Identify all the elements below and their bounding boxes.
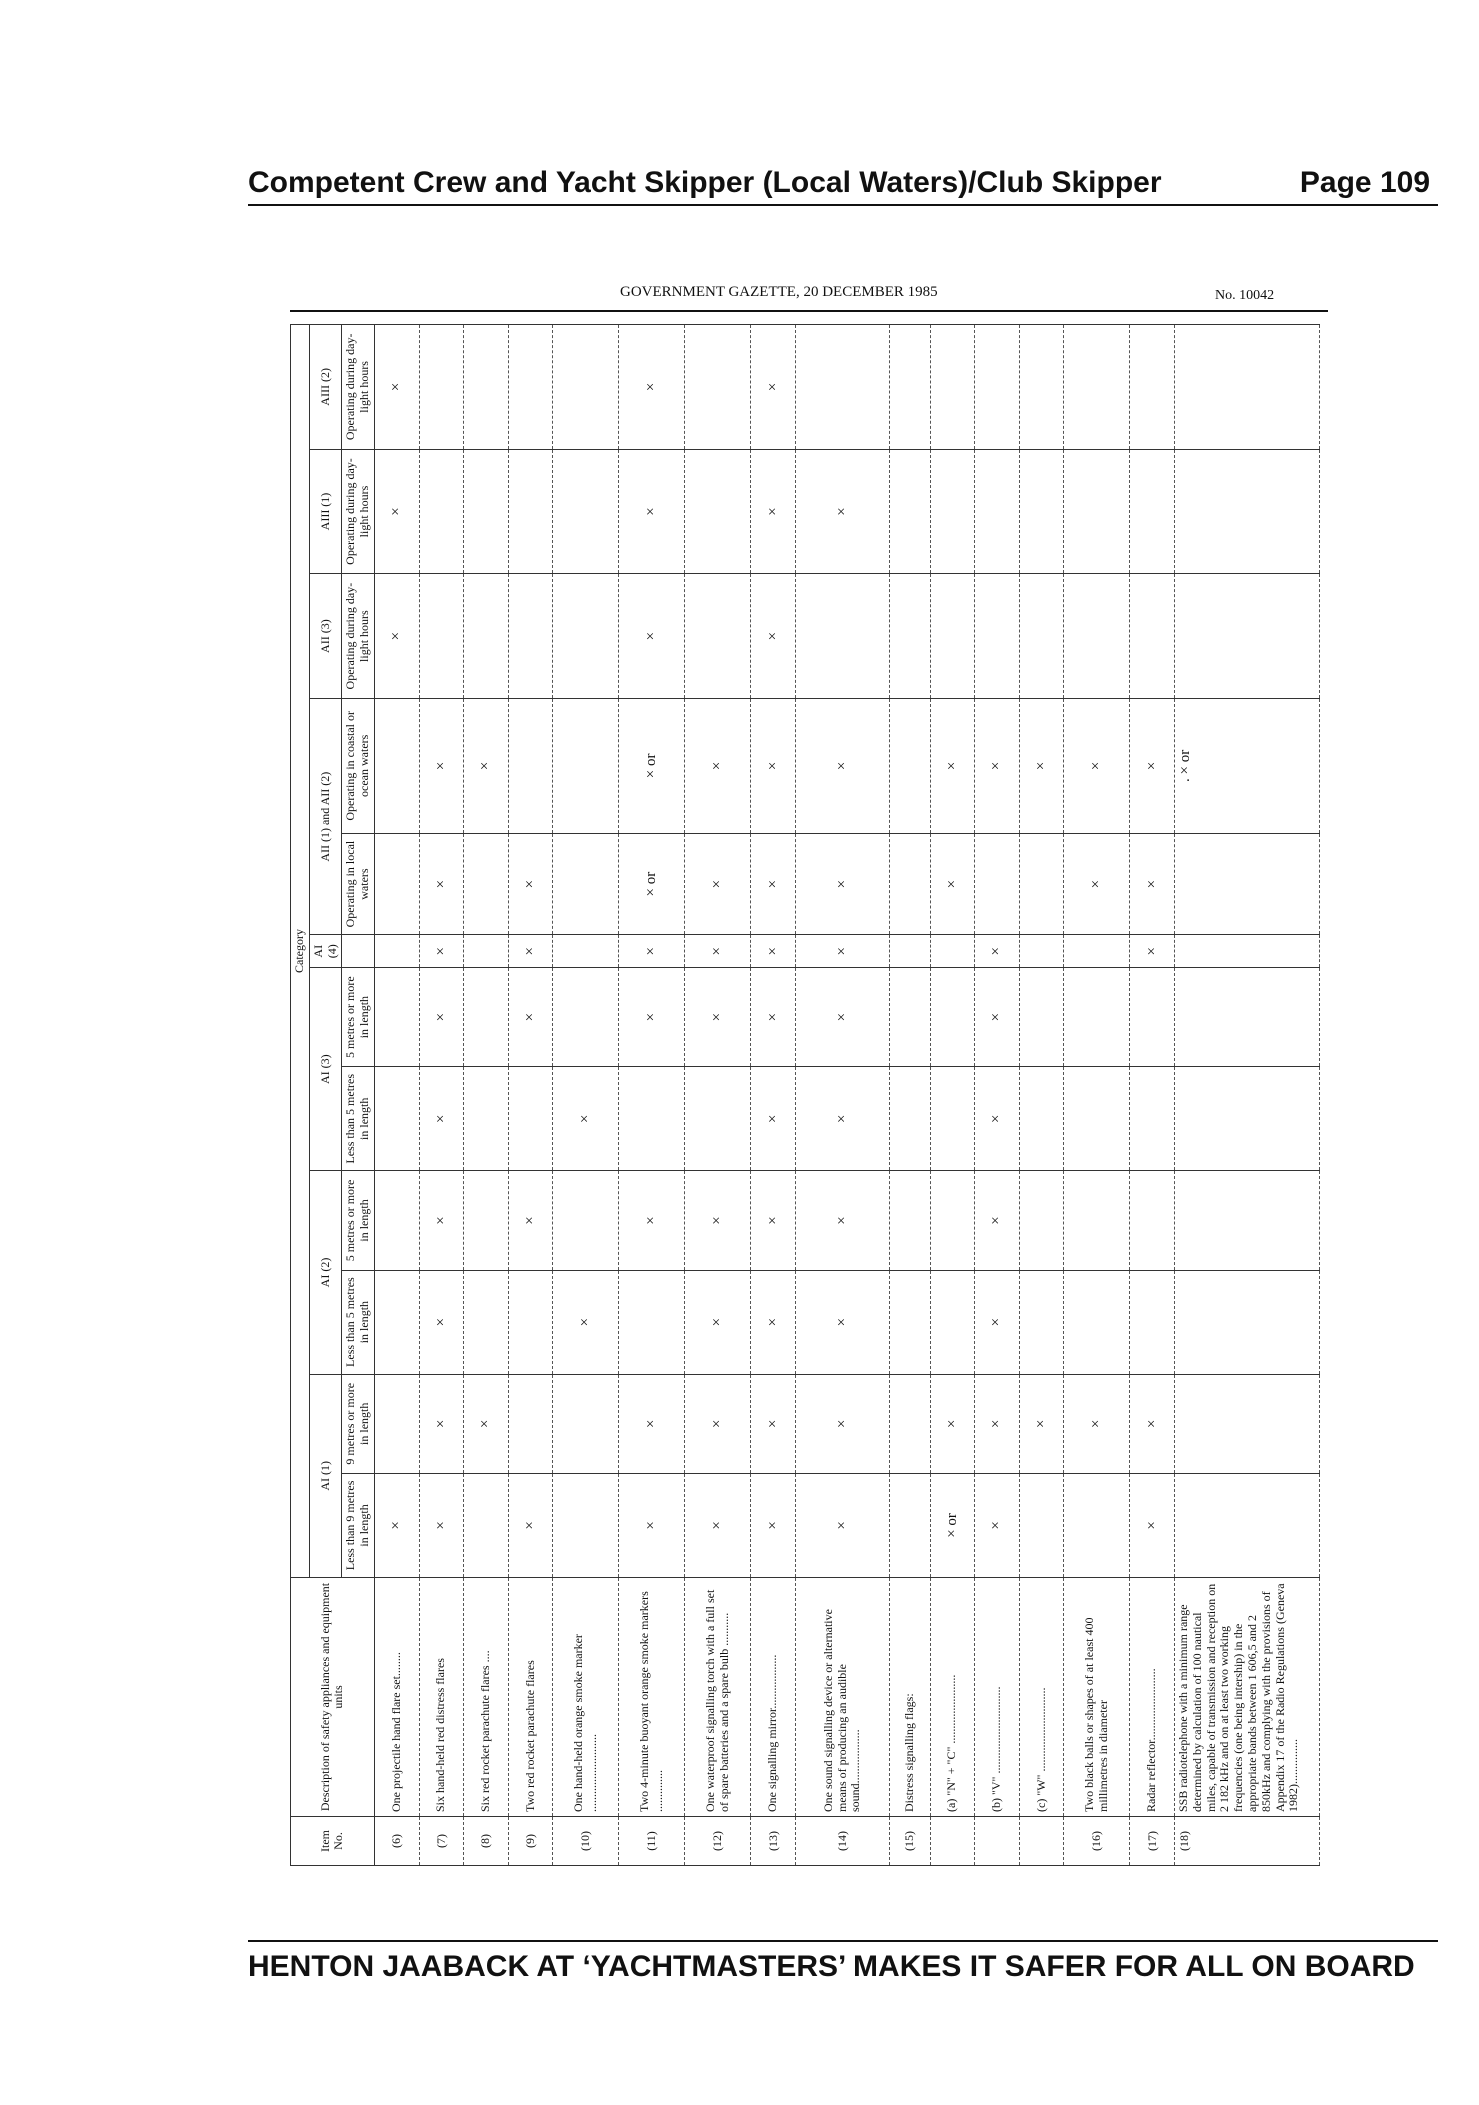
table-row (1064, 325, 1130, 1866)
item-description: One sound signalling device or alternative means of producing an audible sound.................. (796, 1578, 890, 1817)
requirement-mark (930, 449, 975, 574)
rotated-table-wrapper (290, 324, 1320, 1866)
table-row (890, 325, 931, 1866)
requirement-mark: × (796, 968, 890, 1067)
requirement-mark (464, 1067, 509, 1171)
subcolumn-header: Operating during day-light hours (342, 325, 375, 450)
requirement-mark (1064, 449, 1130, 574)
requirement-mark (508, 325, 553, 450)
requirement-mark (796, 325, 890, 450)
requirement-mark (796, 574, 890, 699)
requirement-mark: × (975, 1270, 1020, 1374)
requirement-mark (1019, 574, 1064, 699)
item-description: Two 4-minute buoyant orange smoke markers .............. (619, 1578, 685, 1817)
requirement-mark (890, 1171, 931, 1270)
requirement-mark: × (419, 935, 464, 968)
requirement-mark (464, 574, 509, 699)
requirement-mark (464, 935, 509, 968)
requirement-mark: × (685, 1374, 751, 1473)
requirement-mark (1064, 1171, 1130, 1270)
requirement-mark: × (796, 1270, 890, 1374)
requirement-mark: × (464, 1374, 509, 1473)
table-row (553, 325, 619, 1866)
subcolumn-header: 5 metres or more in length (342, 1171, 375, 1270)
requirement-mark: × (374, 449, 419, 574)
requirement-mark (1130, 449, 1175, 574)
requirement-mark: × (930, 833, 975, 935)
requirement-mark: × (751, 968, 796, 1067)
requirement-mark (975, 574, 1020, 699)
requirement-mark (508, 698, 553, 833)
group-header: AI (4) (309, 935, 342, 968)
item-description: Distress signalling flags: (890, 1578, 931, 1817)
requirement-mark: × (619, 935, 685, 968)
requirement-mark (1064, 935, 1130, 968)
item-description: One hand-held orange smoke marker .......................... (553, 1578, 619, 1817)
requirement-mark: × (508, 833, 553, 935)
requirement-mark (553, 935, 619, 968)
requirement-mark (975, 325, 1020, 450)
requirement-mark: × (751, 833, 796, 935)
requirement-mark (619, 1067, 685, 1171)
requirement-mark (1130, 1067, 1175, 1171)
requirement-mark: × (1130, 935, 1175, 968)
requirement-mark (553, 325, 619, 450)
requirement-mark (890, 1270, 931, 1374)
requirement-mark (374, 1171, 419, 1270)
requirement-mark (685, 574, 751, 699)
requirement-mark (464, 1270, 509, 1374)
item-number: (18) (1175, 1817, 1320, 1866)
item-number: (16) (1064, 1817, 1130, 1866)
requirement-mark (419, 449, 464, 574)
table-row (464, 325, 509, 1866)
requirement-mark (1130, 574, 1175, 699)
item-description: Two black balls or shapes of at least 400 millimetres in diameter (1064, 1578, 1130, 1817)
requirement-mark (930, 935, 975, 968)
requirement-mark: × (975, 1067, 1020, 1171)
requirement-mark (1130, 325, 1175, 450)
requirement-mark (1175, 1270, 1320, 1374)
requirement-mark (1130, 1270, 1175, 1374)
requirement-mark: × (751, 1374, 796, 1473)
requirement-mark: × (975, 1374, 1020, 1473)
requirement-mark (890, 833, 931, 935)
requirement-mark: × (796, 935, 890, 968)
requirement-mark: × (508, 968, 553, 1067)
requirement-mark (508, 449, 553, 574)
requirement-mark: × (374, 574, 419, 699)
requirement-mark: × (751, 1067, 796, 1171)
requirement-mark (1019, 449, 1064, 574)
requirement-mark (464, 1171, 509, 1270)
requirement-mark: × (1019, 1374, 1064, 1473)
item-description: Six red rocket parachute flares .... (464, 1578, 509, 1817)
item-number: (17) (1130, 1817, 1175, 1866)
item-description: (c) "W" ............................ (1019, 1578, 1064, 1817)
requirement-mark (890, 449, 931, 574)
requirement-mark: × (619, 449, 685, 574)
requirement-mark (1175, 325, 1320, 450)
requirement-mark (374, 1067, 419, 1171)
requirement-mark (890, 935, 931, 968)
item-number (930, 1817, 975, 1866)
requirement-mark (1175, 968, 1320, 1067)
requirement-mark: × (508, 1171, 553, 1270)
item-number: (12) (685, 1817, 751, 1866)
requirement-mark: × (419, 833, 464, 935)
category-header: Category (291, 325, 310, 1578)
requirement-mark: . × or (1175, 698, 1320, 833)
table-row (419, 325, 464, 1866)
item-number: (13) (751, 1817, 796, 1866)
requirement-mark: × (930, 1374, 975, 1473)
table-row (975, 325, 1020, 1866)
requirement-mark: × (619, 325, 685, 450)
requirement-mark (1130, 968, 1175, 1067)
requirement-mark (1019, 1473, 1064, 1577)
requirement-mark (1019, 833, 1064, 935)
requirement-mark (1175, 1171, 1320, 1270)
requirement-mark (1175, 833, 1320, 935)
requirement-mark: × (751, 325, 796, 450)
subcolumn-header: Less than 5 metres in length (342, 1270, 375, 1374)
requirement-mark: × (464, 698, 509, 833)
header-title: Competent Crew and Yacht Skipper (Local Waters)/Club Skipper (248, 166, 1162, 199)
item-no-header: Item No. (291, 1817, 375, 1866)
requirement-mark: × (796, 833, 890, 935)
requirement-mark (685, 325, 751, 450)
item-number: (11) (619, 1817, 685, 1866)
item-number: (15) (890, 1817, 931, 1866)
requirement-mark (890, 574, 931, 699)
table-row (685, 325, 751, 1866)
requirement-mark: × (419, 968, 464, 1067)
requirement-mark (975, 833, 1020, 935)
requirement-mark (553, 833, 619, 935)
item-description: SSB radiotelephone with a minimum range determined by calculation of 100 nautical miles, capable of transmission and reception on 2 182 kHz and on at least two working frequencies (one being intership) in the appropriate bands between 1 606,5 and 2 850kHz and complying with the provisions of Appendix 17 of the Radio Regulations (Geneva 1982)............... (1175, 1578, 1320, 1817)
requirement-mark: × (751, 1171, 796, 1270)
requirement-mark: × or (619, 833, 685, 935)
requirement-mark: × (975, 935, 1020, 968)
table-row (619, 325, 685, 1866)
requirement-mark (1064, 1270, 1130, 1374)
requirement-mark: × (685, 1171, 751, 1270)
requirement-mark: × (374, 325, 419, 450)
table-row (374, 325, 419, 1866)
group-header: AI (1) (309, 1374, 342, 1577)
requirement-mark (1019, 1067, 1064, 1171)
item-description: Six hand-held red distress flares (419, 1578, 464, 1817)
requirement-mark (1019, 1171, 1064, 1270)
requirement-mark: × (751, 574, 796, 699)
subcolumn-header: Less than 5 metres in length (342, 1067, 375, 1171)
table-row (751, 325, 796, 1866)
page-number: Page 109 (1299, 166, 1430, 199)
requirement-mark (553, 449, 619, 574)
requirement-mark: × (796, 449, 890, 574)
requirement-mark (1175, 1067, 1320, 1171)
requirement-mark: × (508, 1473, 553, 1577)
requirement-mark (685, 449, 751, 574)
requirement-mark: × (796, 1067, 890, 1171)
requirement-mark: × (419, 1067, 464, 1171)
requirement-mark: × (619, 968, 685, 1067)
requirement-mark: × (1130, 698, 1175, 833)
item-description: (a) "N" + "C" ....................... (930, 1578, 975, 1817)
requirement-mark: × (619, 1473, 685, 1577)
requirement-mark: × (685, 968, 751, 1067)
item-number: (7) (419, 1817, 464, 1866)
requirement-mark (1130, 1171, 1175, 1270)
requirement-mark: × (796, 698, 890, 833)
requirement-mark (553, 1171, 619, 1270)
requirement-mark (1019, 325, 1064, 450)
requirement-mark (419, 574, 464, 699)
requirement-mark: × (1064, 1374, 1130, 1473)
item-description: One signalling mirror.................. (751, 1578, 796, 1817)
requirement-mark (1175, 1374, 1320, 1473)
requirement-mark: × (419, 1473, 464, 1577)
requirement-mark (374, 698, 419, 833)
item-description: One projectile hand flare set........ (374, 1578, 419, 1817)
requirement-mark (975, 449, 1020, 574)
subcolumn-header: Operating in local waters (342, 833, 375, 935)
requirement-mark (890, 698, 931, 833)
requirement-mark: × (685, 1270, 751, 1374)
requirement-mark (464, 449, 509, 574)
requirement-mark (374, 1270, 419, 1374)
safety-equipment-table (290, 324, 1320, 1866)
requirement-mark (508, 1270, 553, 1374)
requirement-mark: × (619, 1171, 685, 1270)
requirement-mark (1175, 574, 1320, 699)
requirement-mark (890, 1374, 931, 1473)
requirement-mark: × (751, 1270, 796, 1374)
group-header: AIII (2) (309, 325, 342, 450)
requirement-mark: × (1130, 833, 1175, 935)
requirement-mark (553, 574, 619, 699)
requirement-mark: × (975, 968, 1020, 1067)
requirement-mark (1175, 935, 1320, 968)
group-header: AI (2) (309, 1171, 342, 1374)
requirement-mark: × (975, 1473, 1020, 1577)
requirement-mark (1064, 968, 1130, 1067)
requirement-mark (890, 1473, 931, 1577)
requirement-mark: × (508, 935, 553, 968)
group-header: AI (3) (309, 968, 342, 1171)
requirement-mark (930, 1270, 975, 1374)
requirement-mark (464, 325, 509, 450)
requirement-mark: × (619, 574, 685, 699)
requirement-mark (553, 1473, 619, 1577)
item-description: (b) "V" ............................. (975, 1578, 1020, 1817)
item-description: One waterproof signalling torch with a full set of spare batteries and a spare bulb ........... (685, 1578, 751, 1817)
requirement-mark (1019, 935, 1064, 968)
requirement-mark (890, 968, 931, 1067)
item-number (1019, 1817, 1064, 1866)
item-number (975, 1817, 1020, 1866)
requirement-mark (930, 1067, 975, 1171)
subcolumn-header: Operating during day-light hours (342, 449, 375, 574)
subcolumn-header: Operating in coastal or ocean waters (342, 698, 375, 833)
requirement-mark (1064, 1473, 1130, 1577)
requirement-mark (1064, 574, 1130, 699)
item-description: Radar reflector........................ (1130, 1578, 1175, 1817)
requirement-mark: × (1064, 833, 1130, 935)
page-header (248, 160, 1438, 206)
requirement-mark: × (553, 1067, 619, 1171)
requirement-mark (1019, 968, 1064, 1067)
group-header: AII (1) and AII (2) (309, 698, 342, 935)
requirement-mark: × (685, 698, 751, 833)
gazette-title: GOVERNMENT GAZETTE, 20 DECEMBER 1985 (620, 284, 938, 300)
subcolumn-header: 9 metres or more in length (342, 1374, 375, 1473)
table-row (930, 325, 975, 1866)
requirement-mark (930, 325, 975, 450)
requirement-mark (930, 1171, 975, 1270)
requirement-mark: × (1019, 698, 1064, 833)
subcolumn-header (342, 935, 375, 968)
table-row (1175, 325, 1320, 1866)
item-number: (9) (508, 1817, 553, 1866)
requirement-mark: × (1130, 1374, 1175, 1473)
requirement-mark (890, 325, 931, 450)
requirement-mark: × (685, 1473, 751, 1577)
requirement-mark: × (619, 1374, 685, 1473)
requirement-mark (1019, 1270, 1064, 1374)
requirement-mark: × (685, 935, 751, 968)
requirement-mark (553, 698, 619, 833)
table-row (508, 325, 553, 1866)
requirement-mark: × (975, 698, 1020, 833)
footer-slogan: HENTON JAABACK AT ‘YACHTMASTERS’ MAKES IT SAFER FOR ALL ON BOARD (248, 1950, 1415, 1983)
requirement-mark (464, 1473, 509, 1577)
requirement-mark: × (751, 449, 796, 574)
requirement-mark: × (685, 833, 751, 935)
requirement-mark: × (553, 1270, 619, 1374)
requirement-mark: × (374, 1473, 419, 1577)
item-number: (8) (464, 1817, 509, 1866)
requirement-mark (1064, 325, 1130, 450)
requirement-mark (1064, 1067, 1130, 1171)
requirement-mark: × (751, 935, 796, 968)
requirement-mark: × (975, 1171, 1020, 1270)
requirement-mark (374, 968, 419, 1067)
requirement-mark: × or (930, 1473, 975, 1577)
requirement-mark (619, 1270, 685, 1374)
requirement-mark (508, 574, 553, 699)
description-header: Description of safety appliances and equipment units (291, 1578, 375, 1817)
page-footer (248, 1940, 1438, 1983)
requirement-mark: × (1130, 1473, 1175, 1577)
requirement-mark (1175, 1473, 1320, 1577)
item-number: (10) (553, 1817, 619, 1866)
group-header: AII (3) (309, 574, 342, 699)
subcolumn-header: Less than 9 metres in length (342, 1473, 375, 1577)
table-row (1130, 325, 1175, 1866)
requirement-mark: × (419, 1270, 464, 1374)
requirement-mark (374, 833, 419, 935)
table-row (796, 325, 890, 1866)
requirement-mark: × (1064, 698, 1130, 833)
group-header: AIII (1) (309, 449, 342, 574)
table-row (1019, 325, 1064, 1866)
requirement-mark (464, 968, 509, 1067)
requirement-mark (374, 1374, 419, 1473)
requirement-mark (508, 1067, 553, 1171)
subcolumn-header: 5 metres or more in length (342, 968, 375, 1067)
item-description: Two red rocket parachute flares (508, 1578, 553, 1817)
requirement-mark: × (751, 1473, 796, 1577)
requirement-mark: × (796, 1374, 890, 1473)
requirement-mark: × (419, 1374, 464, 1473)
requirement-mark (930, 574, 975, 699)
requirement-mark (1175, 449, 1320, 574)
item-number: (14) (796, 1817, 890, 1866)
requirement-mark (890, 1067, 931, 1171)
requirement-mark (553, 968, 619, 1067)
requirement-mark (419, 325, 464, 450)
requirement-mark (374, 935, 419, 968)
requirement-mark: × (796, 1473, 890, 1577)
requirement-mark: × (796, 1171, 890, 1270)
gazette-rule (290, 310, 1328, 312)
requirement-mark: × (930, 698, 975, 833)
item-number: (6) (374, 1817, 419, 1866)
requirement-mark: × (419, 1171, 464, 1270)
requirement-mark: × (419, 698, 464, 833)
requirement-mark (508, 1374, 553, 1473)
requirement-mark: × (751, 698, 796, 833)
subcolumn-header: Operating during day-light hours (342, 574, 375, 699)
gazette-number: No. 10042 (1215, 288, 1275, 303)
requirement-mark: × or (619, 698, 685, 833)
requirement-mark (553, 1374, 619, 1473)
requirement-mark (464, 833, 509, 935)
requirement-mark (930, 968, 975, 1067)
requirement-mark (685, 1067, 751, 1171)
